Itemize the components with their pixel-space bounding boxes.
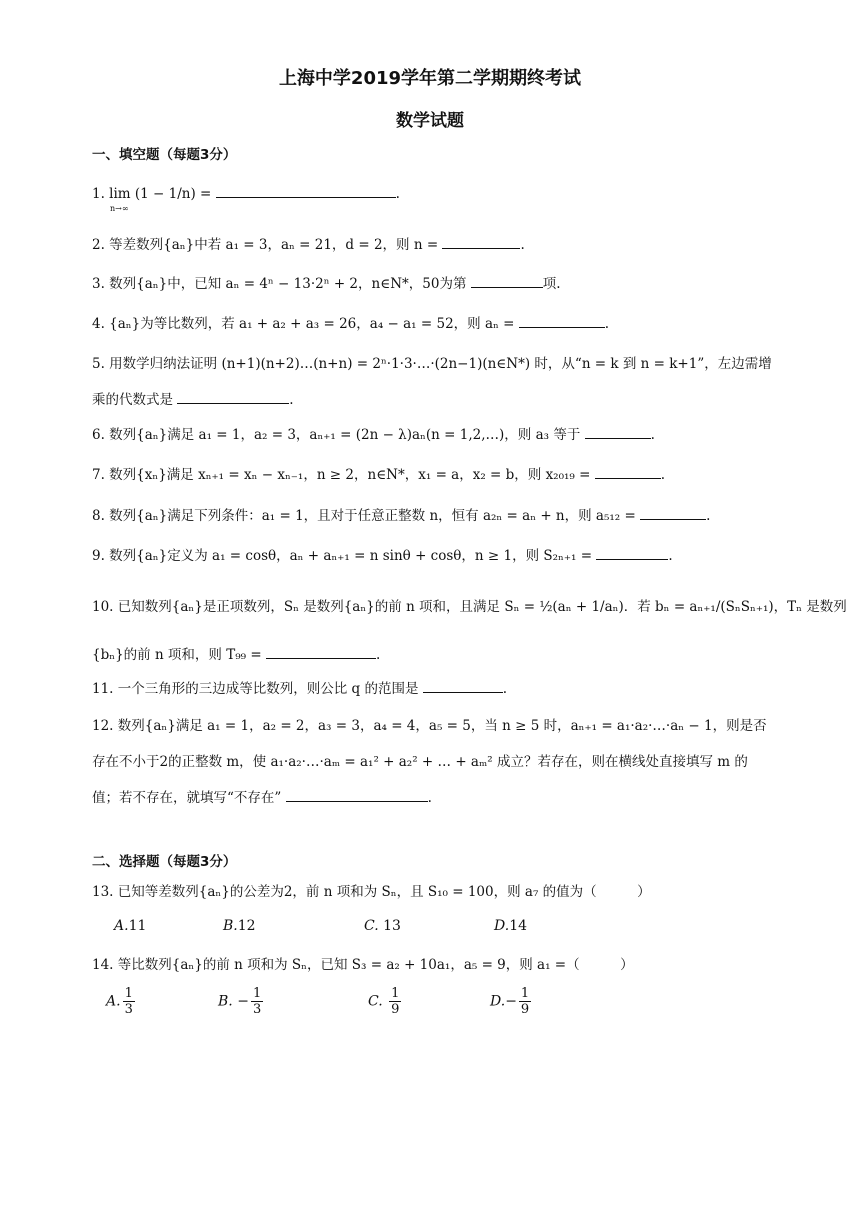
question-2-text: 2. 等差数列{aₙ}中若 a₁ = 3，aₙ = 21，d = 2，则 n = <box>92 237 439 253</box>
period: . <box>502 681 508 697</box>
question-11-text: 11. 一个三角形的三边成等比数列，则公比 q 的范围是 <box>92 681 419 697</box>
period: . <box>604 316 610 332</box>
answer-blank-10[interactable] <box>266 644 376 659</box>
period: . <box>427 790 432 806</box>
answer-blank-11[interactable] <box>423 678 503 693</box>
answer-blank-7[interactable] <box>595 464 661 479</box>
q14-option-a[interactable]: A. $\frac{1}{3}$ <box>106 986 133 1017</box>
limit-subscript: n→∞ <box>110 204 129 213</box>
question-2 <box>92 234 772 256</box>
section-fill-in: 一、填空题（每题3分） <box>92 147 237 163</box>
question-4-text: 4. {aₙ}为等比数列，若 a₁ + a₂ + a₃ = 26，a₄ − a₁ = 52，则 aₙ = <box>92 316 515 332</box>
period: . <box>706 508 711 524</box>
question-12-text: 12. 数列{aₙ}满足 a₁ = 1，a₂ = 2，a₃ = 3，a₄ = 4，a₅ = 5，当 n ≥ 5 时，aₙ₊₁ = a₁·a₂·…·aₙ − 1，则是否存在不小于2的正整数 m，使 a₁·a₂·…·aₘ = a₁² + a₂² + … + aₘ² 成立？若存在，则在横线处直接填写 m 的值；若不存在，就填写“不存在” <box>92 718 767 806</box>
question-4 <box>92 313 772 335</box>
period: . <box>375 647 381 663</box>
question-5-text: 5. 用数学归纳法证明 (n+1)(n+2)…(n+n) = 2ⁿ·1·3·…·(2n−1)(n∈N*) 时，从“n = k 到 n = k+1”，左边需增乘的代数式是 <box>92 356 772 408</box>
question-10-cont <box>92 644 772 666</box>
question-8 <box>92 505 772 527</box>
answer-blank-2[interactable] <box>442 234 520 249</box>
answer-blank-3[interactable] <box>471 273 543 288</box>
period: . <box>650 427 655 443</box>
answer-blank-6[interactable] <box>585 424 651 439</box>
question-1-text: 1. lim (1 − 1/n) = <box>92 186 212 202</box>
question-7 <box>92 464 772 486</box>
exam-title: 上海中学2019学年第二学期期终考试 <box>278 68 582 89</box>
answer-blank-4[interactable] <box>519 313 605 328</box>
question-7-text: 7. 数列{xₙ}满足 xₙ₊₁ = xₙ − xₙ₋₁，n ≥ 2，n∈N*，x₁ = a，x₂ = b，则 x₂₀₁₉ = <box>92 467 591 483</box>
question-9 <box>92 545 772 567</box>
question-8-text: 8. 数列{aₙ}满足下列条件：a₁ = 1，且对于任意正整数 n，恒有 a₂ₙ = aₙ + n，则 a₅₁₂ = <box>92 508 636 524</box>
q13-option-b[interactable]: B.12 <box>223 918 256 934</box>
question-9-text: 9. 数列{aₙ}定义为 a₁ = cosθ，aₙ + aₙ₊₁ = n sinθ + cosθ，n ≥ 1，则 S₂ₙ₊₁ = <box>92 548 593 564</box>
answer-blank-12[interactable] <box>286 787 428 802</box>
question-12 <box>92 708 772 816</box>
q14-option-c[interactable]: C. $\frac{1}{9}$ <box>368 986 400 1017</box>
question-10 <box>92 596 847 618</box>
q14-option-b[interactable]: B. − $\frac{1}{3}$ <box>218 986 262 1017</box>
question-6 <box>92 424 772 446</box>
exam-subtitle: 数学试题 <box>396 111 464 131</box>
period: . <box>668 548 673 564</box>
answer-blank-1[interactable] <box>216 183 396 198</box>
period: . <box>289 392 294 408</box>
q14-option-d[interactable]: D.− $\frac{1}{9}$ <box>490 986 530 1017</box>
period: . <box>660 467 666 483</box>
question-11 <box>92 678 772 700</box>
question-3-tail: 项. <box>542 276 561 292</box>
answer-blank-8[interactable] <box>640 505 706 520</box>
section-multiple-choice: 二、选择题（每题3分） <box>92 854 237 870</box>
question-10-tail: {bₙ}的前 n 项和，则 T₉₉ = <box>92 647 262 663</box>
q13-option-a[interactable]: A.11 <box>114 918 147 934</box>
question-3-text: 3. 数列{aₙ}中，已知 aₙ = 4ⁿ − 13·2ⁿ + 2，n∈N*，50为第 <box>92 276 467 292</box>
question-6-text: 6. 数列{aₙ}满足 a₁ = 1，a₂ = 3，aₙ₊₁ = (2n − λ)aₙ(n = 1,2,…)，则 a₃ 等于 <box>92 427 581 443</box>
question-14: 14. 等比数列{aₙ}的前 n 项和为 Sₙ，已知 S₃ = a₂ + 10a₁，a₅ = 9，则 a₁ =（ ） <box>92 957 634 973</box>
period: . <box>395 186 400 202</box>
question-10-text: 10. 已知数列{aₙ}是正项数列，Sₙ 是数列{aₙ}的前 n 项和，且满足 Sₙ = ½(aₙ + 1/aₙ)．若 bₙ = aₙ₊₁/(SₙSₙ₊₁)，Tₙ 是数列 <box>92 599 847 615</box>
period: . <box>520 237 525 253</box>
question-1 <box>92 183 772 213</box>
answer-blank-9[interactable] <box>596 545 668 560</box>
answer-blank-5[interactable] <box>177 389 289 404</box>
q13-option-d[interactable]: D.14 <box>494 918 528 934</box>
question-13: 13. 已知等差数列{aₙ}的公差为2，前 n 项和为 Sₙ，且 S₁₀ = 100，则 a₇ 的值为（ ） <box>92 884 651 900</box>
question-5 <box>92 346 772 418</box>
q13-option-c[interactable]: C. 13 <box>364 918 401 934</box>
question-3 <box>92 273 772 295</box>
